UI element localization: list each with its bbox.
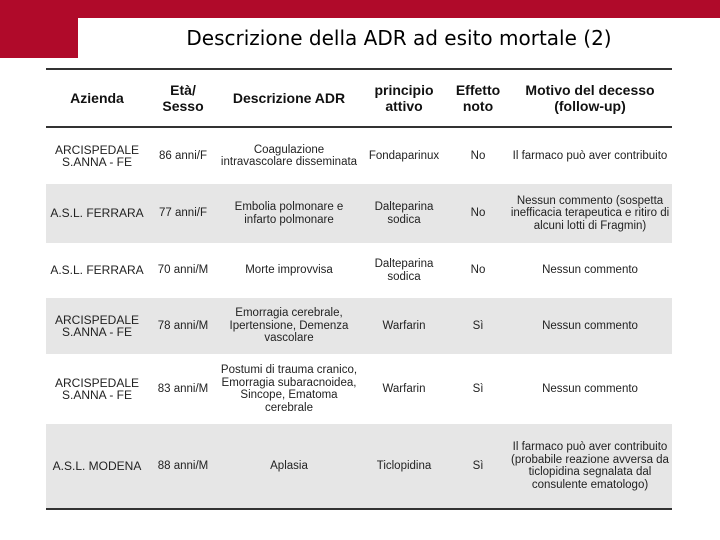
cell-motivo: Nessun commento	[508, 298, 672, 354]
cell-descrizione: Coagulazione intravascolare disseminata	[220, 143, 358, 168]
adr-table-container	[46, 68, 672, 510]
header-effetto: Effetto noto	[448, 70, 508, 127]
table-row	[46, 127, 672, 184]
cell-descrizione: Postumi di trauma cranico, Emorragia subaracnoidea, Sincope, Ematoma cerebrale	[220, 364, 358, 414]
cell-azienda: ARCISPEDALE S.ANNA - FE	[54, 142, 140, 169]
header-descrizione: Descrizione ADR	[218, 70, 360, 127]
header-principio: principio attivo	[360, 70, 448, 127]
table-row	[46, 243, 672, 298]
cell-azienda: ARCISPEDALE S.ANNA - FE	[46, 298, 148, 354]
table-row	[46, 184, 672, 243]
cell-motivo: Il farmaco può aver contribuito (probabile reazione avversa da ticlopidina segnalata dal consulente ematologo)	[508, 424, 672, 508]
header-eta-sesso: Età/ Sesso	[148, 70, 218, 127]
cell-principio: Ticlopidina	[360, 424, 448, 508]
cell-motivo: Nessun commento (sospetta inefficacia terapeutica e ritiro di alcuni lotti di Fragmin)	[508, 184, 672, 243]
header-azienda: Azienda	[46, 70, 148, 127]
header-motivo: Motivo del decesso (follow-up)	[508, 70, 672, 127]
cell-descrizione: Morte improvvisa	[245, 264, 333, 277]
cell-principio: Warfarin	[382, 382, 426, 395]
cell-azienda: ARCISPEDALE S.ANNA - FE	[54, 375, 140, 402]
cell-motivo: Il farmaco può aver contribuito	[512, 149, 668, 162]
title-bar	[0, 0, 720, 58]
cell-principio: Dalteparina sodica	[374, 258, 434, 283]
cell-azienda: A.S.L. FERRARA	[50, 263, 144, 278]
cell-eta-sesso: 83 anni/M	[157, 382, 209, 395]
cell-descrizione: Aplasia	[218, 424, 360, 508]
cell-eta-sesso: 78 anni/M	[148, 298, 218, 354]
cell-eta-sesso: 86 anni/F	[159, 149, 207, 162]
adr-table	[46, 70, 672, 508]
cell-effetto: Sì	[448, 424, 508, 508]
table-row	[46, 298, 672, 354]
cell-effetto: No	[470, 149, 486, 162]
cell-effetto: No	[448, 184, 508, 243]
cell-principio: Dalteparina sodica	[360, 184, 448, 243]
cell-eta-sesso: 88 anni/M	[148, 424, 218, 508]
page-title: Descrizione della ADR ad esito mortale (2)	[186, 26, 612, 50]
cell-descrizione: Emorragia cerebrale, Ipertensione, Demenza vascolare	[218, 298, 360, 354]
cell-principio: Fondaparinux	[368, 149, 440, 162]
cell-motivo: Nessun commento	[542, 382, 638, 395]
table-row	[46, 424, 672, 508]
cell-principio: Warfarin	[360, 298, 448, 354]
cell-motivo: Nessun commento	[542, 264, 638, 277]
table-header-row	[46, 70, 672, 127]
title-panel	[78, 18, 720, 58]
cell-effetto: Sì	[472, 382, 484, 395]
cell-eta-sesso: 77 anni/F	[148, 184, 218, 243]
table-row	[46, 354, 672, 424]
cell-effetto: Sì	[448, 298, 508, 354]
cell-azienda: A.S.L. FERRARA	[46, 184, 148, 243]
cell-eta-sesso: 70 anni/M	[157, 264, 209, 277]
cell-effetto: No	[470, 264, 486, 277]
cell-descrizione: Embolia polmonare e infarto polmonare	[218, 184, 360, 243]
cell-azienda: A.S.L. MODENA	[46, 424, 148, 508]
